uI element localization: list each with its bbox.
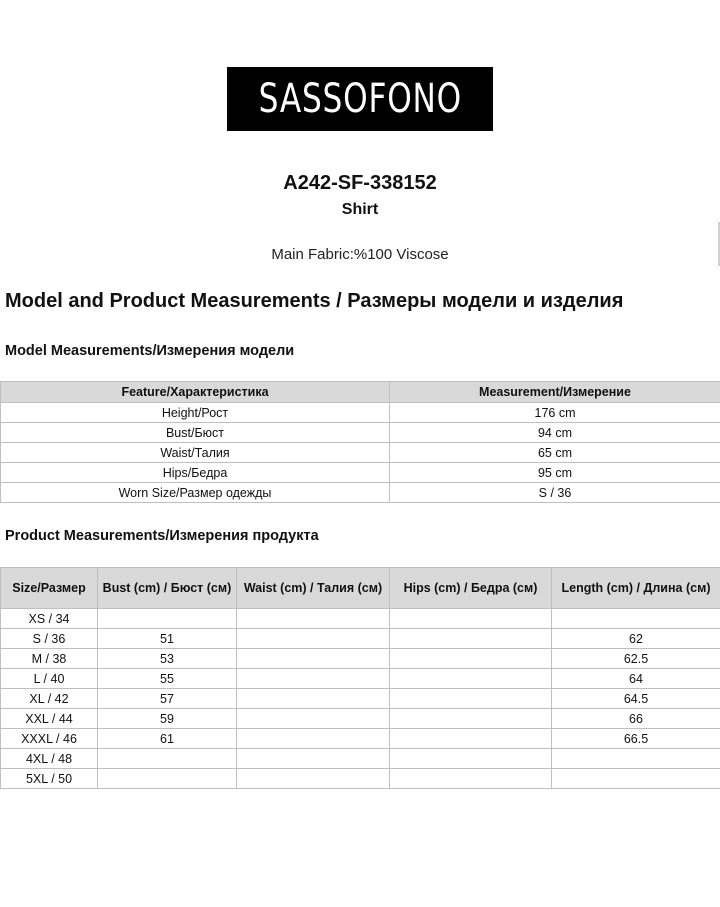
column-header: Bust (cm) / Бюст (см) [98, 568, 237, 609]
table-cell: S / 36 [1, 629, 98, 649]
table-cell [237, 769, 390, 789]
table-cell [98, 749, 237, 769]
page-title: Model and Product Measurements / Размеры модели и изделия [5, 290, 624, 312]
table-row [1, 463, 720, 483]
table-cell: 57 [98, 689, 237, 709]
table-cell [390, 689, 552, 709]
table-cell: XXXL / 46 [1, 729, 98, 749]
table-row [1, 483, 720, 503]
table-cell: 64 [552, 669, 720, 689]
table-cell: L / 40 [1, 669, 98, 689]
table-row [1, 749, 720, 769]
table-cell: 4XL / 48 [1, 749, 98, 769]
table-cell: 5XL / 50 [1, 769, 98, 789]
table-cell: 66 [552, 709, 720, 729]
table-cell [237, 749, 390, 769]
table-cell: 176 cm [390, 403, 720, 423]
table-cell: 64.5 [552, 689, 720, 709]
table-cell: 53 [98, 649, 237, 669]
table-cell [237, 669, 390, 689]
model-measurements-heading: Model Measurements/Измерения модели [5, 343, 295, 359]
column-header: Waist (cm) / Талия (см) [237, 568, 390, 609]
table-header-row [1, 568, 720, 609]
table-cell: 62.5 [552, 649, 720, 669]
table-cell: 55 [98, 669, 237, 689]
table-cell [390, 749, 552, 769]
model-measurements-table [0, 381, 720, 503]
table-row [1, 443, 720, 463]
table-cell: 65 cm [390, 443, 720, 463]
product-code: A242-SF-338152 [283, 172, 437, 194]
table-cell: Waist/Талия [1, 443, 390, 463]
brand-logo [227, 67, 493, 131]
table-cell: 95 cm [390, 463, 720, 483]
table-row [1, 403, 720, 423]
table-cell: 66.5 [552, 729, 720, 749]
table-cell [552, 749, 720, 769]
table-row [1, 609, 720, 629]
table-cell [390, 649, 552, 669]
table-cell [237, 609, 390, 629]
table-row [1, 729, 720, 749]
table-cell [390, 769, 552, 789]
table-cell: Height/Рост [1, 403, 390, 423]
table-cell [237, 729, 390, 749]
table-row [1, 423, 720, 443]
product-measurements-heading: Product Measurements/Измерения продукта [5, 528, 319, 544]
column-header: Measurement/Измерение [390, 382, 720, 403]
column-header: Feature/Характеристика [1, 382, 390, 403]
table-row [1, 669, 720, 689]
table-cell: Bust/Бюст [1, 423, 390, 443]
table-cell: XXL / 44 [1, 709, 98, 729]
table-cell [390, 609, 552, 629]
table-cell [237, 649, 390, 669]
table-cell: 59 [98, 709, 237, 729]
table-row [1, 629, 720, 649]
table-cell [390, 669, 552, 689]
column-header: Hips (cm) / Бедра (см) [390, 568, 552, 609]
table-cell: 61 [98, 729, 237, 749]
table-cell: Worn Size/Размер одежды [1, 483, 390, 503]
table-row [1, 649, 720, 669]
table-cell: Hips/Бедра [1, 463, 390, 483]
table-cell: M / 38 [1, 649, 98, 669]
table-cell [552, 609, 720, 629]
table-cell [98, 609, 237, 629]
table-cell [98, 769, 237, 789]
table-cell [552, 769, 720, 789]
table-cell [237, 689, 390, 709]
product-measurements-table [0, 567, 720, 789]
column-header: Size/Размер [1, 568, 98, 609]
fabric-info: Main Fabric:%100 Viscose [271, 246, 449, 263]
table-cell: XS / 34 [1, 609, 98, 629]
table-cell: 51 [98, 629, 237, 649]
table-cell [390, 729, 552, 749]
table-cell [237, 709, 390, 729]
table-row [1, 689, 720, 709]
brand-logo-text: SASSOFONO [258, 76, 462, 122]
table-header-row [1, 382, 720, 403]
table-row [1, 769, 720, 789]
table-row [1, 709, 720, 729]
table-cell: XL / 42 [1, 689, 98, 709]
column-header: Length (cm) / Длина (см) [552, 568, 720, 609]
product-type: Shirt [341, 201, 379, 218]
table-cell: 94 cm [390, 423, 720, 443]
table-cell [237, 629, 390, 649]
table-cell: 62 [552, 629, 720, 649]
table-cell [390, 709, 552, 729]
table-cell: S / 36 [390, 483, 720, 503]
table-cell [390, 629, 552, 649]
